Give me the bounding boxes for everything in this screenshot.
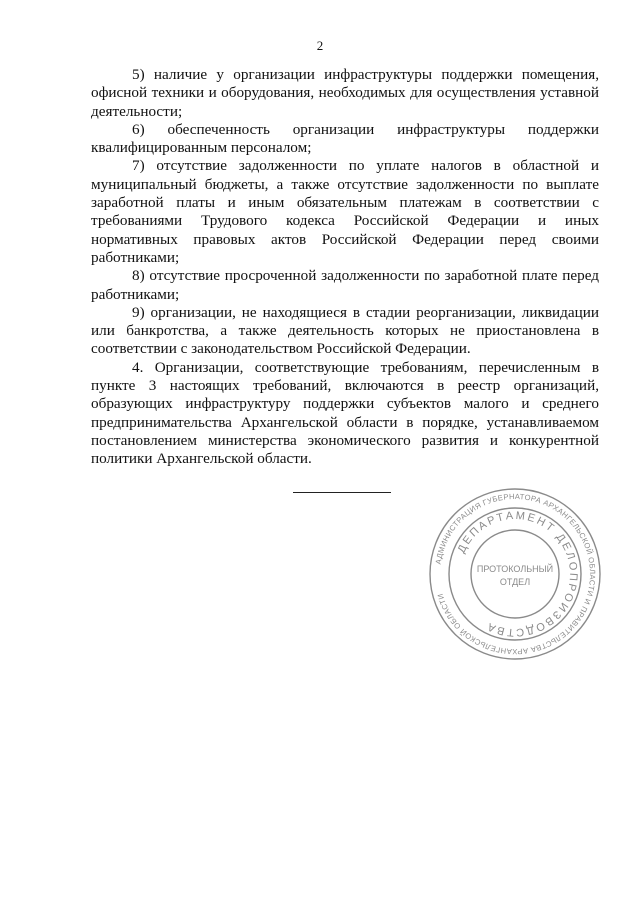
paragraph-item-6: 6) обеспеченность организации инфраструктуры поддержки квалифицированным персоналом;	[91, 120, 599, 157]
stamp-center-line-2: ОТДЕЛ	[499, 577, 531, 587]
paragraph-item-7: 7) отсутствие задолженности по уплате налогов в областной и муниципальный бюджеты, а также отсутствие задолженности по выплате заработной платы и иным обязательным платежам в соответствии с требованиями Трудового кодекса Российской Федерации и иных нормативных правовых актов Российской Федерации перед своими работниками;	[91, 157, 599, 266]
document-body	[91, 66, 599, 469]
stamp-center-line-1: ПРОТОКОЛЬНЫЙ	[476, 564, 554, 574]
paragraph-section-4: 4. Организации, соответствующие требованиям, перечисленным в пункте 3 настоящих требований, включаются в реестр организаций, образующих инфраструктуру поддержки субъектов малого и среднего предпринимательства Архангельской области в порядке, устанавливаемом постановлением министерства экономического развития и конкурентной политики Архангельской области.	[91, 358, 599, 468]
paragraph-item-5: 5) наличие у организации инфраструктуры поддержки помещения, офисной техники и оборудования, необходимых для осуществления уставной деятельности;	[91, 66, 599, 120]
paragraph-item-9: 9) организации, не находящиеся в стадии реорганизации, ликвидации или банкротства, а также деятельность которых не приостановлена в соответствии с законодательством Российской Федерации.	[91, 303, 599, 358]
page-number: 2	[316, 38, 324, 53]
stamp-inner-text: ДЕПАРТАМЕНТ ДЕЛОПРОИЗВОДСТВА	[455, 509, 580, 639]
stamp-outer-text: АДМИНИСТРАЦИЯ ГУБЕРНАТОРА АРХАНГЕЛЬСКОЙ ОБЛАСТИ И ПРАВИТЕЛЬСТВА АРХАНГЕЛЬСКОЙ ОБЛАСТИ	[433, 491, 598, 657]
paragraph-item-8: 8) отсутствие просроченной задолженности по заработной плате перед работниками;	[91, 267, 599, 303]
stamp-inner-circle	[471, 530, 559, 618]
stamp-middle-circle	[449, 508, 581, 640]
end-divider-line	[293, 492, 391, 493]
protocol-department-stamp	[427, 486, 603, 662]
